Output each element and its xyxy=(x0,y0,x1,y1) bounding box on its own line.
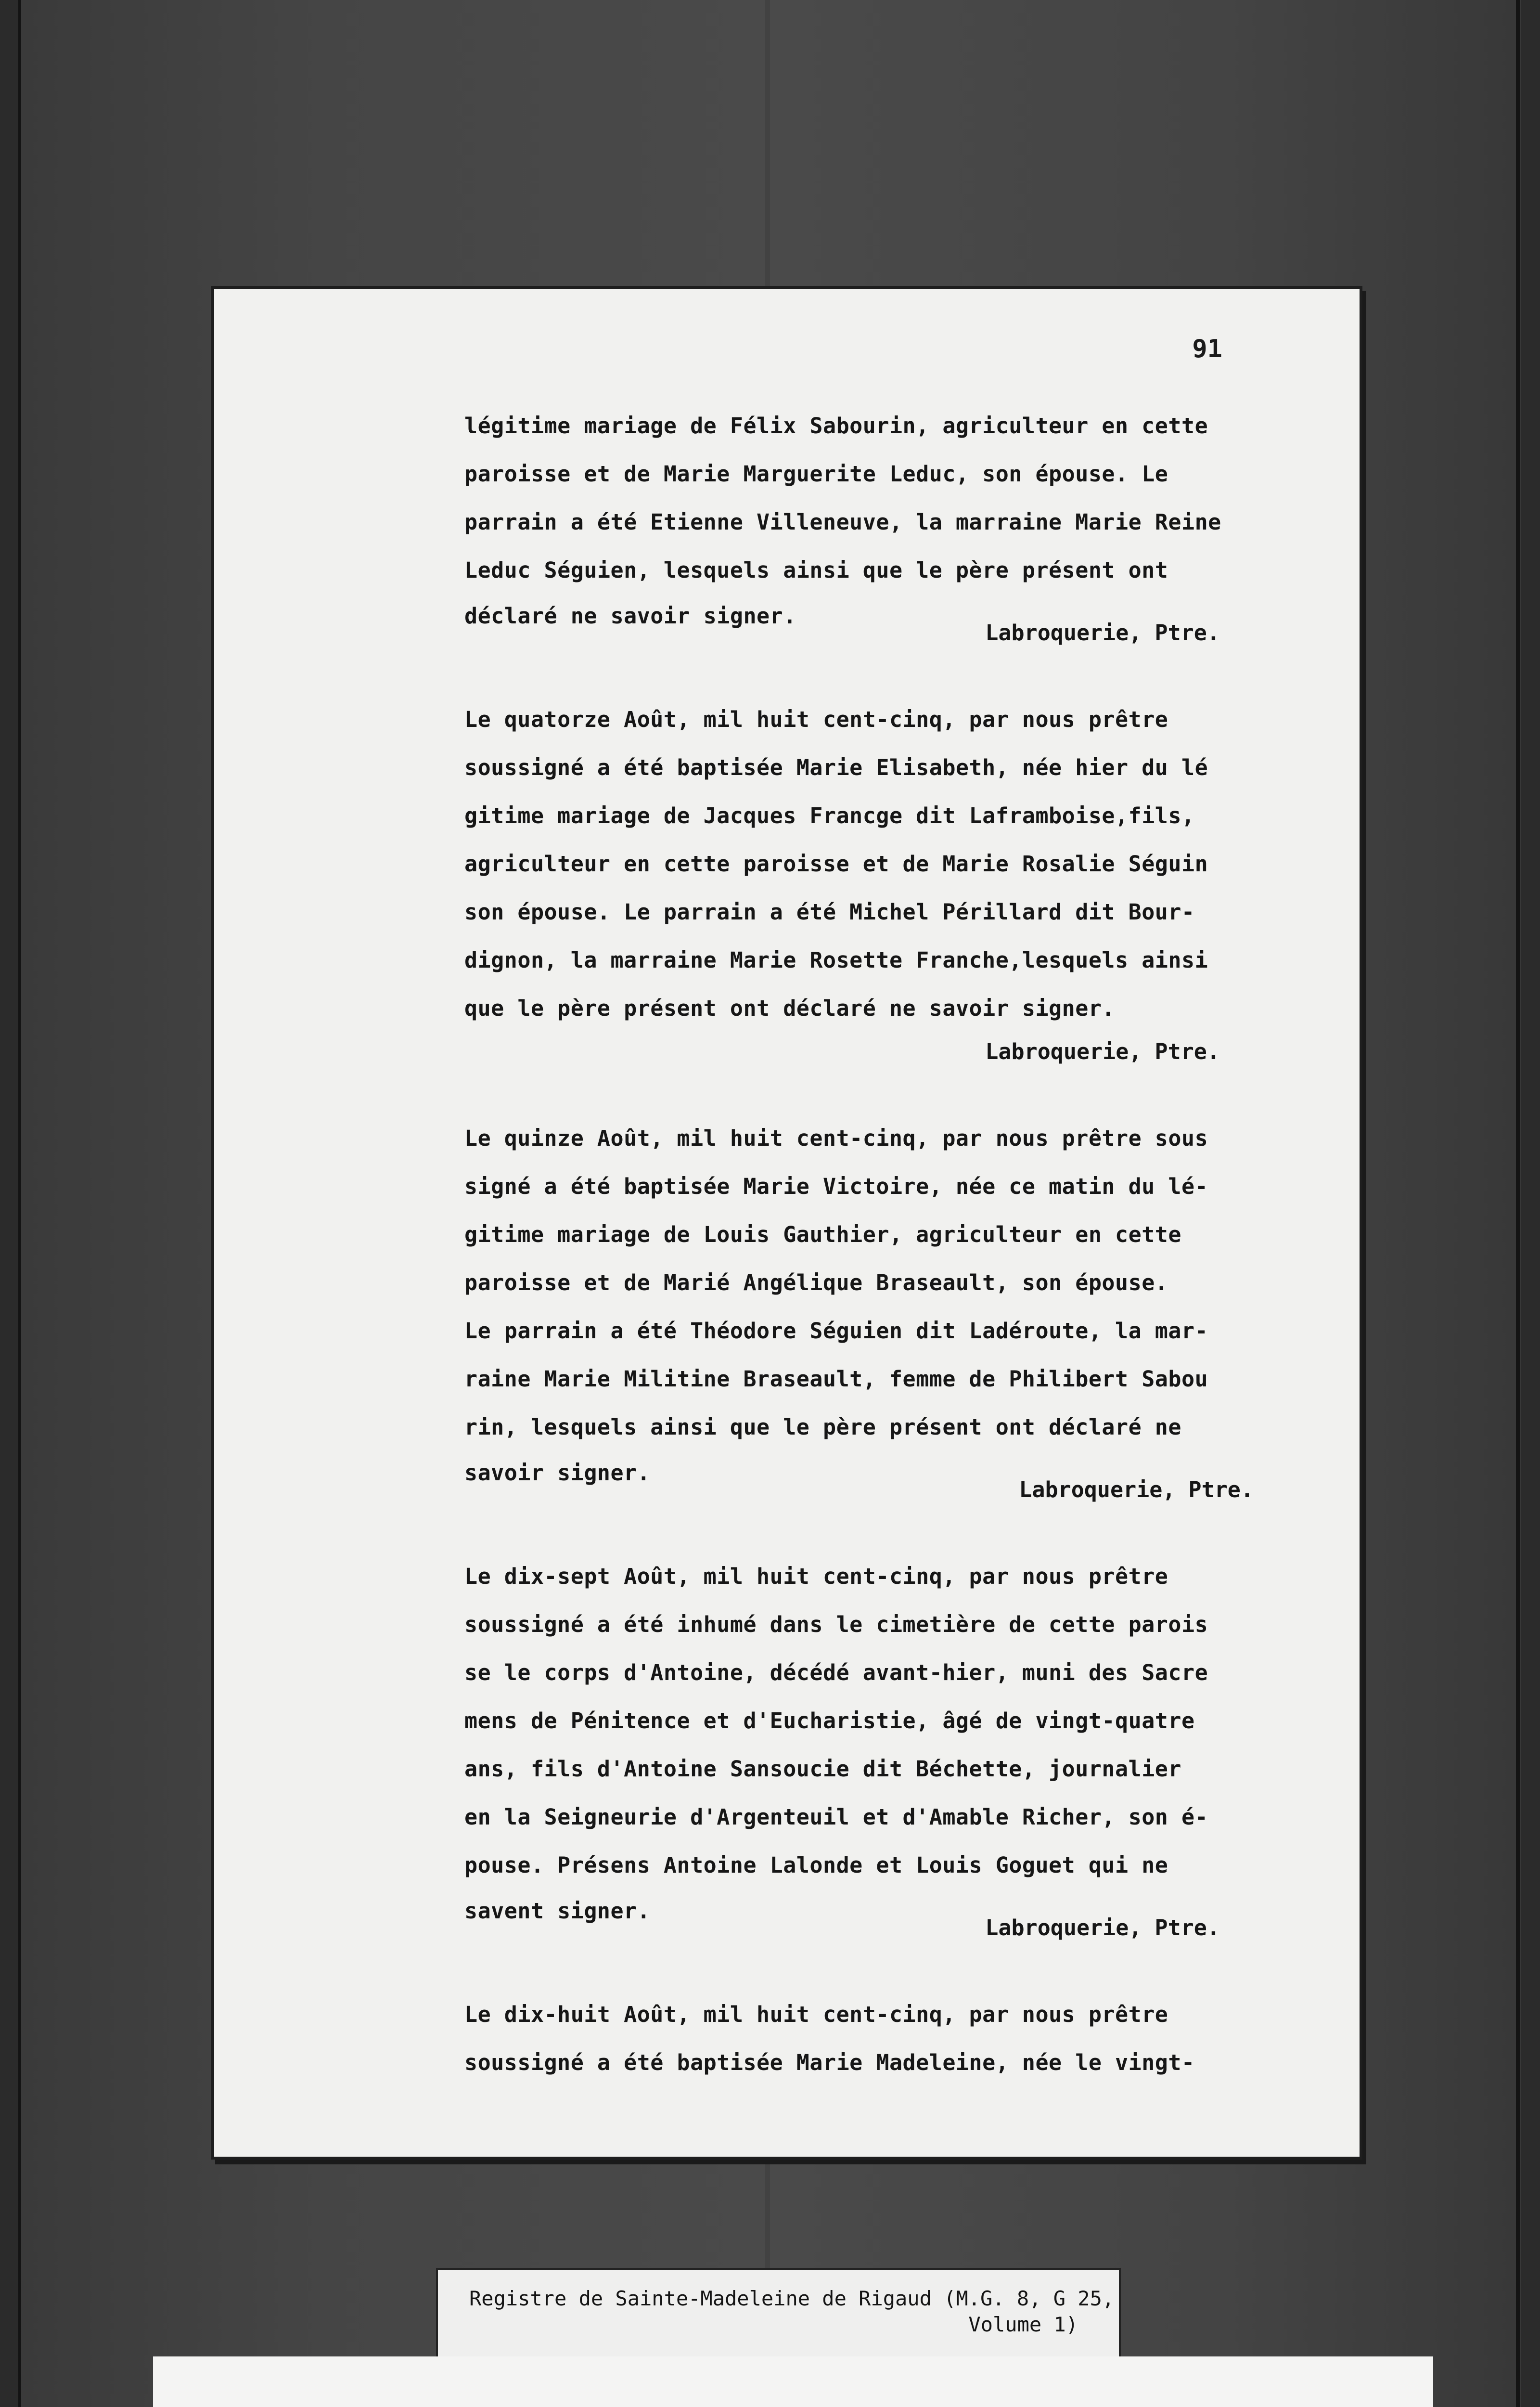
film-edge-right xyxy=(1516,0,1520,2407)
text-line: signé a été baptisée Marie Victoire, née ce matin du lé- xyxy=(464,1174,1208,1199)
archives-card xyxy=(153,2356,1433,2407)
text-line: dignon, la marraine Marie Rosette Franche,lesquels ainsi xyxy=(464,947,1208,973)
reference-label xyxy=(438,2270,1119,2361)
register-entry xyxy=(464,402,1258,652)
text-line: son épouse. Le parrain a été Michel Périllard dit Bour- xyxy=(464,899,1195,925)
signature-line: Labroquerie, Ptre. xyxy=(985,1915,1220,1941)
text-line: déclaré ne savoir signer. xyxy=(464,603,796,629)
text-line: parrain a été Etienne Villeneuve, la marraine Marie Reine xyxy=(464,509,1221,535)
register-entry xyxy=(464,1114,1258,1509)
text-line: savent signer. xyxy=(464,1898,651,1924)
text-line: ans, fils d'Antoine Sansoucie dit Béchette, journalier xyxy=(464,1756,1181,1782)
signature-line: Labroquerie, Ptre. xyxy=(985,620,1220,646)
text-line: se le corps d'Antoine, décédé avant-hier, muni des Sacre xyxy=(464,1660,1208,1685)
text-line: gitime mariage de Jacques Francge dit Laframboise,fils, xyxy=(464,803,1195,828)
register-entry xyxy=(464,1553,1258,1947)
text-line: paroisse et de Marié Angélique Braseault, son épouse. xyxy=(464,1270,1168,1295)
text-line: en la Seigneurie d'Argenteuil et d'Amable Richer, son é- xyxy=(464,1804,1208,1830)
signature-line: Labroquerie, Ptre. xyxy=(985,1039,1220,1064)
text-line: Le dix-sept Août, mil huit cent-cinq, par nous prêtre xyxy=(464,1564,1168,1589)
text-line: Le parrain a été Théodore Séguien dit Ladéroute, la mar- xyxy=(464,1318,1208,1344)
text-line: gitime mariage de Louis Gauthier, agriculteur en cette xyxy=(464,1222,1181,1247)
page-number: 91 xyxy=(1192,335,1222,363)
text-line: savoir signer. xyxy=(464,1460,651,1486)
text-line: rin, lesquels ainsi que le père présent ont déclaré ne xyxy=(464,1414,1181,1440)
text-line: soussigné a été inhumé dans le cimetière de cette parois xyxy=(464,1612,1208,1637)
reference-label-line: Registre de Sainte-Madeleine de Rigaud (M.G. 8, G 25, xyxy=(469,2287,1115,2310)
text-line: raine Marie Militine Braseault, femme de Philibert Sabou xyxy=(464,1366,1208,1392)
register-text xyxy=(464,402,1258,2087)
text-line: Le quatorze Août, mil huit cent-cinq, par nous prêtre xyxy=(464,707,1168,732)
text-line: Leduc Séguien, lesquels ainsi que le père présent ont xyxy=(464,557,1168,583)
text-line: Le quinze Août, mil huit cent-cinq, par nous prêtre sous xyxy=(464,1126,1208,1151)
text-line: légitime mariage de Félix Sabourin, agriculteur en cette xyxy=(464,413,1208,439)
text-line: pouse. Présens Antoine Lalonde et Louis Goguet qui ne xyxy=(464,1852,1168,1878)
text-line: soussigné a été baptisée Marie Elisabeth, née hier du lé xyxy=(464,755,1208,780)
text-line: paroisse et de Marie Marguerite Leduc, son épouse. Le xyxy=(464,461,1168,487)
text-line: Le dix-huit Août, mil huit cent-cinq, par nous prêtre xyxy=(464,2002,1168,2027)
film-edge-left xyxy=(18,0,21,2407)
register-entry xyxy=(464,696,1258,1071)
reference-label-line: Volume 1) xyxy=(968,2313,1078,2336)
register-page xyxy=(214,289,1360,2157)
signature-line: Labroquerie, Ptre. xyxy=(1019,1477,1254,1502)
text-line: soussigné a été baptisée Marie Madeleine, née le vingt- xyxy=(464,2050,1195,2075)
text-line: agriculteur en cette paroisse et de Marie Rosalie Séguin xyxy=(464,851,1208,877)
text-line: que le père présent ont déclaré ne savoir signer. xyxy=(464,996,1116,1021)
text-line: mens de Pénitence et d'Eucharistie, âgé de vingt-quatre xyxy=(464,1708,1195,1734)
register-entry xyxy=(464,1991,1258,2087)
